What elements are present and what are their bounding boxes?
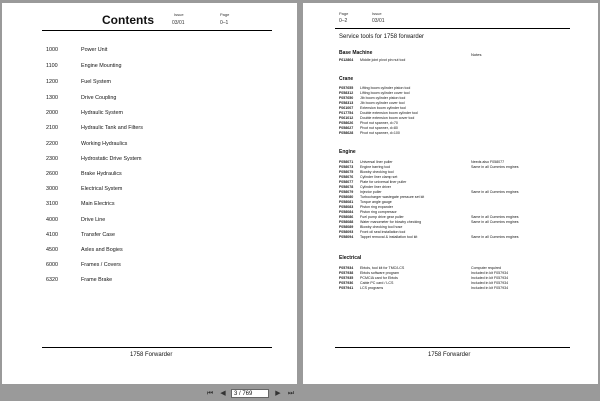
table-row: F058078 Cylinder liner driver: [339, 185, 391, 189]
table-row: F058080 Turbocharger wastegate pressure set kit: [339, 195, 425, 199]
section-heading: Engine: [339, 149, 356, 155]
table-row: F057934 Ebtols, tool kit for TMC/LCS Computer required: [339, 266, 501, 270]
toc-row[interactable]: 4000 Drive Line: [46, 217, 106, 223]
page-nav-toolbar: [0, 387, 600, 401]
issue-label: Issue: [174, 12, 184, 17]
toc-row[interactable]: 6000 Frames / Covers: [46, 262, 121, 268]
table-row: F058626 Pivot nut spanner, d=70: [339, 121, 398, 125]
toc-row[interactable]: 4500 Axles and Bogies: [46, 247, 123, 253]
toc-row[interactable]: 6320 Frame Brake: [46, 277, 113, 283]
toc-row[interactable]: 2200 Working Hydraulics: [46, 141, 128, 147]
toc-row[interactable]: 3100 Main Electrics: [46, 201, 115, 207]
page-number-input[interactable]: 3 / 769: [231, 389, 269, 398]
section-heading: Electrical: [339, 255, 362, 261]
page-value: 0–1: [220, 20, 229, 26]
footer-rule: [42, 347, 272, 348]
table-row: F058089 Blowby checking tool hose: [339, 225, 403, 229]
table-row: F058073 Engine barring tool Same in all Cummins engines: [339, 165, 519, 169]
page-label: Page: [220, 12, 230, 17]
table-row: F058083 Piston ring expander: [339, 205, 393, 209]
prev-page-icon[interactable]: ◀: [220, 390, 226, 397]
left-page: [2, 3, 297, 384]
notes-header: Notes: [471, 52, 482, 57]
table-row: F058071 Universal liner puller Needs also F058077: [339, 160, 505, 164]
table-row: F058628 Pivot nut spanner, d=100: [339, 131, 400, 135]
table-row: F017754 Double extension boom cylinder tool: [339, 111, 418, 115]
table-row: F058081 Torque angle gauge: [339, 200, 392, 204]
table-row: F061012 Double extension boom cover tool: [339, 116, 415, 120]
table-row: F612864 Middle joint pivot pin nut tool: [339, 58, 406, 62]
table-row: F058094 Tappet removal & installation tool kit Same in all Cummins engines: [339, 235, 519, 239]
table-row: F058088 Water manometer for blowby checking Same in all Cummins engines: [339, 220, 519, 224]
table-row: F058076 Cylinder liner clamp set: [339, 175, 398, 179]
issue-value: 03/01: [172, 20, 185, 26]
table-row: F057935 PCMCIA card for Ebtols Included in kit F057934: [339, 276, 509, 280]
footer-text: 1758 Forwarder: [130, 352, 173, 358]
section-heading: Base Machine: [339, 50, 373, 56]
table-row: F058086 Fuel pump drive gear puller Same in all Cummins engines: [339, 215, 519, 219]
toc-row[interactable]: 4100 Transfer Case: [46, 232, 115, 238]
toc-row[interactable]: 1300 Drive Coupling: [46, 95, 117, 101]
issue-value: 03/01: [372, 18, 385, 24]
toc-row[interactable]: 2600 Brake Hydraulics: [46, 171, 122, 177]
toc-row[interactable]: 2300 Hydrostatic Drive System: [46, 156, 142, 162]
table-row: F057941 LCS programs Included in kit F057934: [339, 286, 509, 290]
toc-row[interactable]: 1000 Power Unit: [46, 47, 108, 53]
table-row: F061007 Extension boom cylinder tool: [339, 106, 406, 110]
table-row: F058093 Front oil seal installation tool: [339, 230, 406, 234]
section-heading: Crane: [339, 76, 354, 82]
table-row: F057655 Lifting boom cylinder piston tool: [339, 86, 411, 90]
last-page-icon[interactable]: ⏭: [287, 390, 295, 397]
page-label: Page: [339, 11, 349, 16]
page-title: Service tools for 1758 forwarder: [339, 34, 425, 40]
toc-row[interactable]: 1200 Fuel System: [46, 79, 111, 85]
table-row: F057938 Ebtols software program Included in kit F057934: [339, 271, 509, 275]
table-row: F058312 Lifting boom cylinder cover tool: [339, 91, 410, 95]
toc-row[interactable]: 2000 Hydraulic System: [46, 110, 123, 116]
header-rule: [335, 28, 570, 29]
footer-text: 1758 Forwarder: [428, 352, 471, 358]
header-rule: [42, 30, 272, 31]
next-page-icon[interactable]: ▶: [275, 390, 281, 397]
table-row: F057650 Jib boom cylinder piston tool: [339, 96, 406, 100]
table-row: F057936 Cable PC card / LCS Included in kit F057934: [339, 281, 509, 285]
contents-title: Contents: [102, 13, 154, 27]
first-page-icon[interactable]: ⏮: [206, 390, 214, 397]
table-row: F058627 Pivot nut spanner, d=80: [339, 126, 398, 130]
right-page: [303, 3, 598, 384]
table-row: F058313 Jib boom cylinder cover tool: [339, 101, 405, 105]
table-row: F058075 Blowby checking tool: [339, 170, 394, 174]
footer-rule: [335, 347, 570, 348]
table-row: F058084 Piston ring compressor: [339, 210, 397, 214]
table-row: F058079 Injector puller Same in all Cummins engines: [339, 190, 519, 194]
toc-row[interactable]: 1100 Engine Mounting: [46, 63, 122, 69]
toc-row[interactable]: 2100 Hydraulic Tank and Filters: [46, 125, 143, 131]
table-row: F058077 Plate for universal liner puller: [339, 180, 407, 184]
issue-label: Issue: [372, 11, 382, 16]
toc-row[interactable]: 3000 Electrical System: [46, 186, 123, 192]
page-value: 0–2: [339, 18, 348, 24]
